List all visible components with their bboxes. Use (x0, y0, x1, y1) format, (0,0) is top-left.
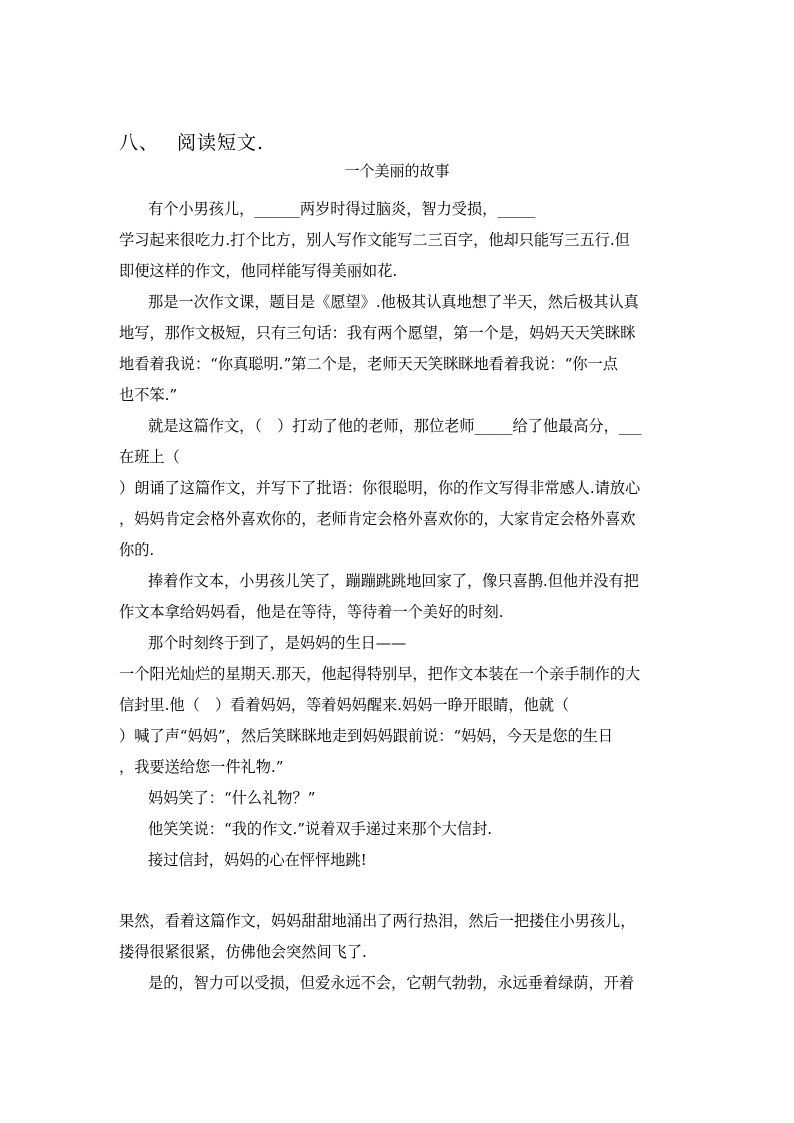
story-line: ，我要送给您一件礼物.” (119, 758, 284, 776)
story-line: 一个阳光灿烂的星期天.那天，他起得特别早，把作文本装在一个亲手制作的大 (119, 665, 641, 683)
story-line: ）朗诵了这篇作文，并写下了批语：你很聪明，你的作文写得非常感人.请放心 (119, 479, 641, 497)
section-number: 八、 (119, 132, 160, 154)
story-line: 你的. (119, 541, 155, 559)
story-line: ）喊了声“妈妈”，然后笑眯眯地走到妈妈跟前说：“妈妈，今天是您的生日 (119, 727, 614, 745)
story-line: 就是这篇作文，（ ）打动了他的老师，那位老师_____给了他最高分，___ (148, 417, 642, 435)
story-line: 也不笨.” (119, 386, 178, 404)
story-line: 作文本拿给妈妈看，他是在等待，等待着一个美好的时刻. (119, 603, 504, 621)
story-line: 地写，那作文极短，只有三句话：我有两个愿望，第一个是，妈妈天天笑眯眯 (119, 324, 636, 342)
story-line: 信封里.他（ ）看着妈妈，等着妈妈醒来.妈妈一睁开眼睛，他就（ (119, 696, 570, 714)
story-title: 一个美丽的故事 (344, 162, 450, 180)
story-line: 那是一次作文课，题目是《愿望》.他极其认真地想了半天，然后极其认真 (148, 293, 639, 311)
story-line: 在班上（ (119, 448, 180, 466)
section-heading (119, 128, 264, 155)
story-line: 地看着我说：“你真聪明.”第二个是，老师天天笑眯眯地看着我说：“你一点 (119, 355, 618, 373)
story-line: 妈妈笑了：“什么礼物？” (148, 789, 316, 807)
story-line: 有个小男孩儿，______两岁时得过脑炎，智力受损，_____ (148, 200, 536, 218)
story-line: 他笑笑说：“我的作文.”说着双手递过来那个大信封. (148, 820, 493, 838)
story-line: 是的，智力可以受损，但爱永远不会，它朝气勃勃，永远垂着绿荫，开着 (148, 974, 634, 992)
story-line: 捧着作文本，小男孩儿笑了，蹦蹦跳跳地回家了，像只喜鹊.但他并没有把 (148, 572, 639, 590)
story-line: ，妈妈肯定会格外喜欢你的，老师肯定会格外喜欢你的，大家肯定会格外喜欢 (119, 510, 636, 528)
section-title: 阅读短文. (177, 132, 265, 154)
story-line: 接过信封，妈妈的心在怦怦地跳! (148, 851, 367, 869)
story-line: 搂得很紧很紧，仿佛他会突然间飞了. (119, 943, 367, 961)
story-line: 果然，看着这篇作文，妈妈甜甜地涌出了两行热泪，然后一把搂住小男孩儿， (119, 912, 636, 930)
story-line: 即便这样的作文，他同样能写得美丽如花. (119, 262, 398, 280)
story-line: 那个时刻终于到了，是妈妈的生日—— (148, 634, 407, 652)
story-line: 学习起来很吃力.打个比方，别人写作文能写二三百字，他却只能写三五行.但 (119, 231, 630, 249)
